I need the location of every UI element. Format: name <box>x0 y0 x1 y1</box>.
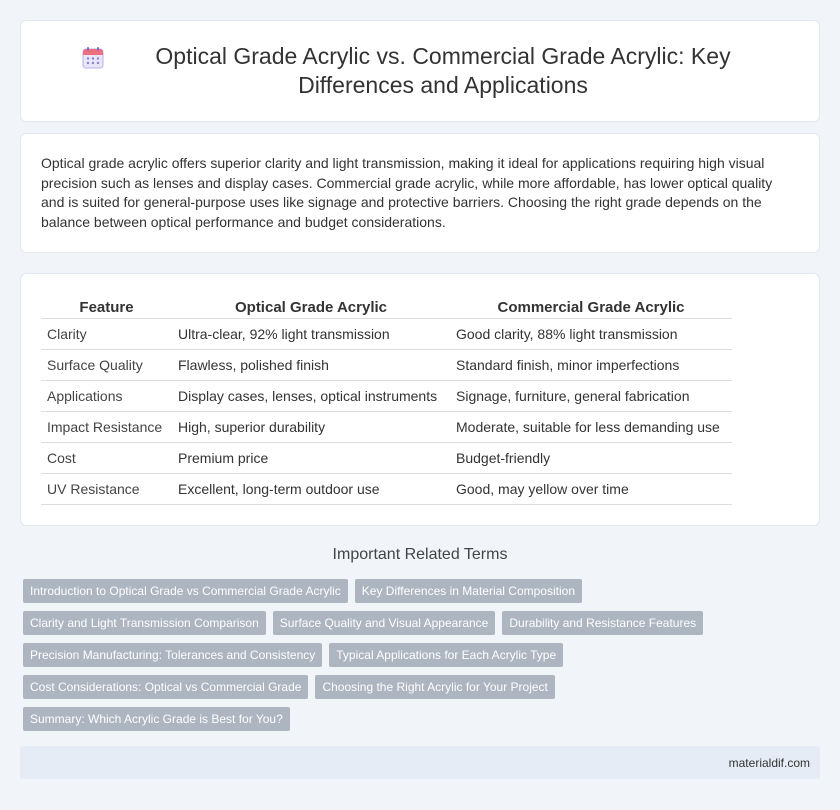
table-cell: Flawless, polished finish <box>172 350 450 381</box>
related-term-tag[interactable]: Introduction to Optical Grade vs Commercial Grade Acrylic <box>23 579 348 603</box>
table-header-cell: Feature <box>41 296 172 319</box>
table-row <box>41 381 732 412</box>
related-term-tag[interactable]: Cost Considerations: Optical vs Commercial Grade <box>23 675 308 699</box>
table-cell: Cost <box>41 443 172 474</box>
related-term-tag[interactable]: Summary: Which Acrylic Grade is Best for You? <box>23 707 290 731</box>
footer-site-link[interactable]: materialdif.com <box>728 756 810 770</box>
table-row <box>41 474 732 505</box>
table-cell: Ultra-clear, 92% light transmission <box>172 319 450 350</box>
table-row <box>41 412 732 443</box>
table-cell: Excellent, long-term outdoor use <box>172 474 450 505</box>
comparison-table <box>41 296 732 505</box>
table-header-cell: Commercial Grade Acrylic <box>450 296 732 319</box>
table-cell: High, superior durability <box>172 412 450 443</box>
footer <box>20 746 820 779</box>
table-cell: Signage, furniture, general fabrication <box>450 381 732 412</box>
intro-card <box>20 133 820 253</box>
table-cell: UV Resistance <box>41 474 172 505</box>
table-cell: Display cases, lenses, optical instruments <box>172 381 450 412</box>
table-cell: Clarity <box>41 319 172 350</box>
table-row <box>41 319 732 350</box>
related-term-tag[interactable]: Surface Quality and Visual Appearance <box>273 611 496 635</box>
table-row <box>41 443 732 474</box>
related-term-tag[interactable]: Clarity and Light Transmission Comparison <box>23 611 266 635</box>
table-cell: Impact Resistance <box>41 412 172 443</box>
table-cell: Good, may yellow over time <box>450 474 732 505</box>
comparison-table-card <box>20 273 820 526</box>
related-term-tag[interactable]: Precision Manufacturing: Tolerances and Consistency <box>23 643 322 667</box>
calendar-icon <box>81 46 105 70</box>
related-term-tag[interactable]: Choosing the Right Acrylic for Your Project <box>315 675 554 699</box>
header-card <box>20 20 820 122</box>
related-term-tag[interactable]: Durability and Resistance Features <box>502 611 703 635</box>
related-terms-list <box>23 579 813 731</box>
table-cell: Surface Quality <box>41 350 172 381</box>
page-title: Optical Grade Acrylic vs. Commercial Grade Acrylic: Key Differences and Applications <box>155 43 731 98</box>
table-cell: Applications <box>41 381 172 412</box>
table-cell: Budget-friendly <box>450 443 732 474</box>
table-header-cell: Optical Grade Acrylic <box>172 296 450 319</box>
table-header-row <box>41 296 732 319</box>
table-cell: Moderate, suitable for less demanding use <box>450 412 732 443</box>
table-cell: Premium price <box>172 443 450 474</box>
related-term-tag[interactable]: Key Differences in Material Composition <box>355 579 582 603</box>
table-cell: Good clarity, 88% light transmission <box>450 319 732 350</box>
related-terms-title: Important Related Terms <box>332 546 508 563</box>
related-term-tag[interactable]: Typical Applications for Each Acrylic Type <box>329 643 563 667</box>
intro-text: Optical grade acrylic offers superior clarity and light transmission, making it ideal for applications requiring high visual precision such as lenses and display cases. Commercial grade acrylic, while more affordable, has lower optical quality and is suited for general-purpose uses like signage and protective barriers. Choosing the right grade depends on the balance between optical performance and budget considerations. <box>41 155 773 230</box>
table-cell: Standard finish, minor imperfections <box>450 350 732 381</box>
table-row <box>41 350 732 381</box>
